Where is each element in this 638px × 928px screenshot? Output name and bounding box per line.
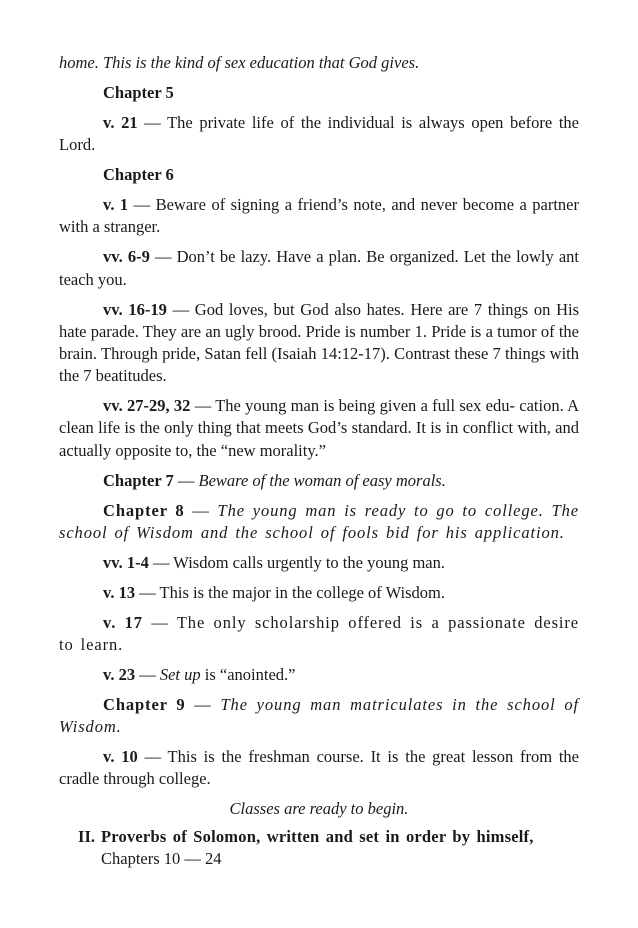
dash: — — [135, 665, 160, 685]
verse-text: — Don’t be lazy. Have a plan. Be organized. Let the lowly ant teach you. — [59, 247, 579, 289]
chapter-6-verse-1 — [59, 194, 579, 238]
verse-ref: v. 13 — [103, 582, 136, 602]
verse-text: — This is the freshman course. It is the great lesson from the cradle through college. — [59, 747, 580, 789]
dash: — — [173, 470, 199, 490]
verse-ref: v. 10 — [103, 747, 138, 767]
intro-line: home. This is the kind of sex education that God gives. — [59, 53, 420, 72]
classes-line: Classes are ready to begin. — [229, 799, 409, 819]
chapter-5-heading: Chapter 5 — [103, 83, 174, 102]
section-chapters: Chapters 10 — 24 — [101, 848, 222, 868]
chapter-8-verse-23 — [59, 664, 579, 686]
verse-ref: v. 21 — [103, 113, 138, 132]
chapter-8-verses-1-4 — [59, 552, 579, 574]
chapter-summary: The young man is ready to go to college. The school of Wisdom and the school of fools bid for his application. — [59, 500, 580, 542]
chapter-summary: Beware of the woman of easy morals. — [198, 470, 446, 490]
chapter-7-paragraph — [59, 470, 579, 492]
chapter-ref: Chapter 8 — [103, 500, 185, 520]
verse-ref: v. 1 — [103, 195, 129, 215]
verse-text: — The only scholarship offered is a passionate desire to learn. — [59, 612, 580, 655]
verse-text: — The young man is being given a full sex edu- cation. A clean life is the only thing that meets God’s standard. It is in conflict with, and actually opposite to, the “new morality.” — [59, 396, 580, 460]
chapter-8-verse-13 — [59, 582, 579, 604]
chapter-9-verse-10 — [59, 746, 579, 790]
section-title: Proverbs of Solomon, written and set in order by himself, — [101, 826, 534, 846]
verse-ref: v. 23 — [103, 665, 136, 685]
verse-text: — God loves, but God also hates. Here are 7 things on His hate parade. They are an ugly brood. Pride is number 1. Pride is a tumor of the brain. Through pride, Satan fell (Isaiah 14:12-17). Contrast these 7 things with the 7 beatitudes. — [59, 299, 580, 386]
chapter-6-verses-27-32 — [59, 395, 579, 462]
dash: — — [185, 695, 221, 715]
set-up-term: Set up — [159, 665, 201, 685]
chapter-ref: Chapter 7 — [103, 470, 174, 490]
chapter-summary: The young man matriculates in the school of Wisdom. — [59, 695, 579, 737]
chapter-9-paragraph — [59, 694, 579, 738]
section-number: II. — [78, 826, 95, 846]
chapter-ref: Chapter 9 — [103, 695, 186, 715]
chapter-8-verse-17 — [59, 612, 579, 656]
verse-ref: vv. 27-29, 32 — [103, 396, 191, 416]
verse-text: — Wisdom calls urgently to the young man. — [148, 552, 445, 572]
verse-text: — The private life of the individual is always open before the Lord. — [59, 113, 579, 155]
chapter-6-heading: Chapter 6 — [103, 165, 174, 185]
dash: — — [184, 500, 218, 520]
chapter-6-verses-16-19 — [59, 299, 579, 388]
verse-ref: vv. 6-9 — [103, 247, 150, 267]
verse-text: is “anointed.” — [200, 665, 296, 685]
verse-ref: v. 17 — [103, 612, 143, 632]
section-2-body — [101, 826, 579, 870]
verse-ref: vv. 1-4 — [103, 552, 149, 572]
verse-text: — Beware of signing a friend’s note, and never become a partner with a stranger. — [59, 195, 580, 237]
chapter-8-paragraph — [59, 500, 579, 544]
section-2-heading — [59, 826, 579, 870]
chapter-6-verses-6-9 — [59, 246, 579, 290]
verse-ref: vv. 16-19 — [103, 299, 167, 319]
verse-text: — This is the major in the college of Wisdom. — [135, 582, 445, 602]
document-page — [59, 52, 579, 870]
chapter-5-verse-21 — [59, 112, 579, 156]
